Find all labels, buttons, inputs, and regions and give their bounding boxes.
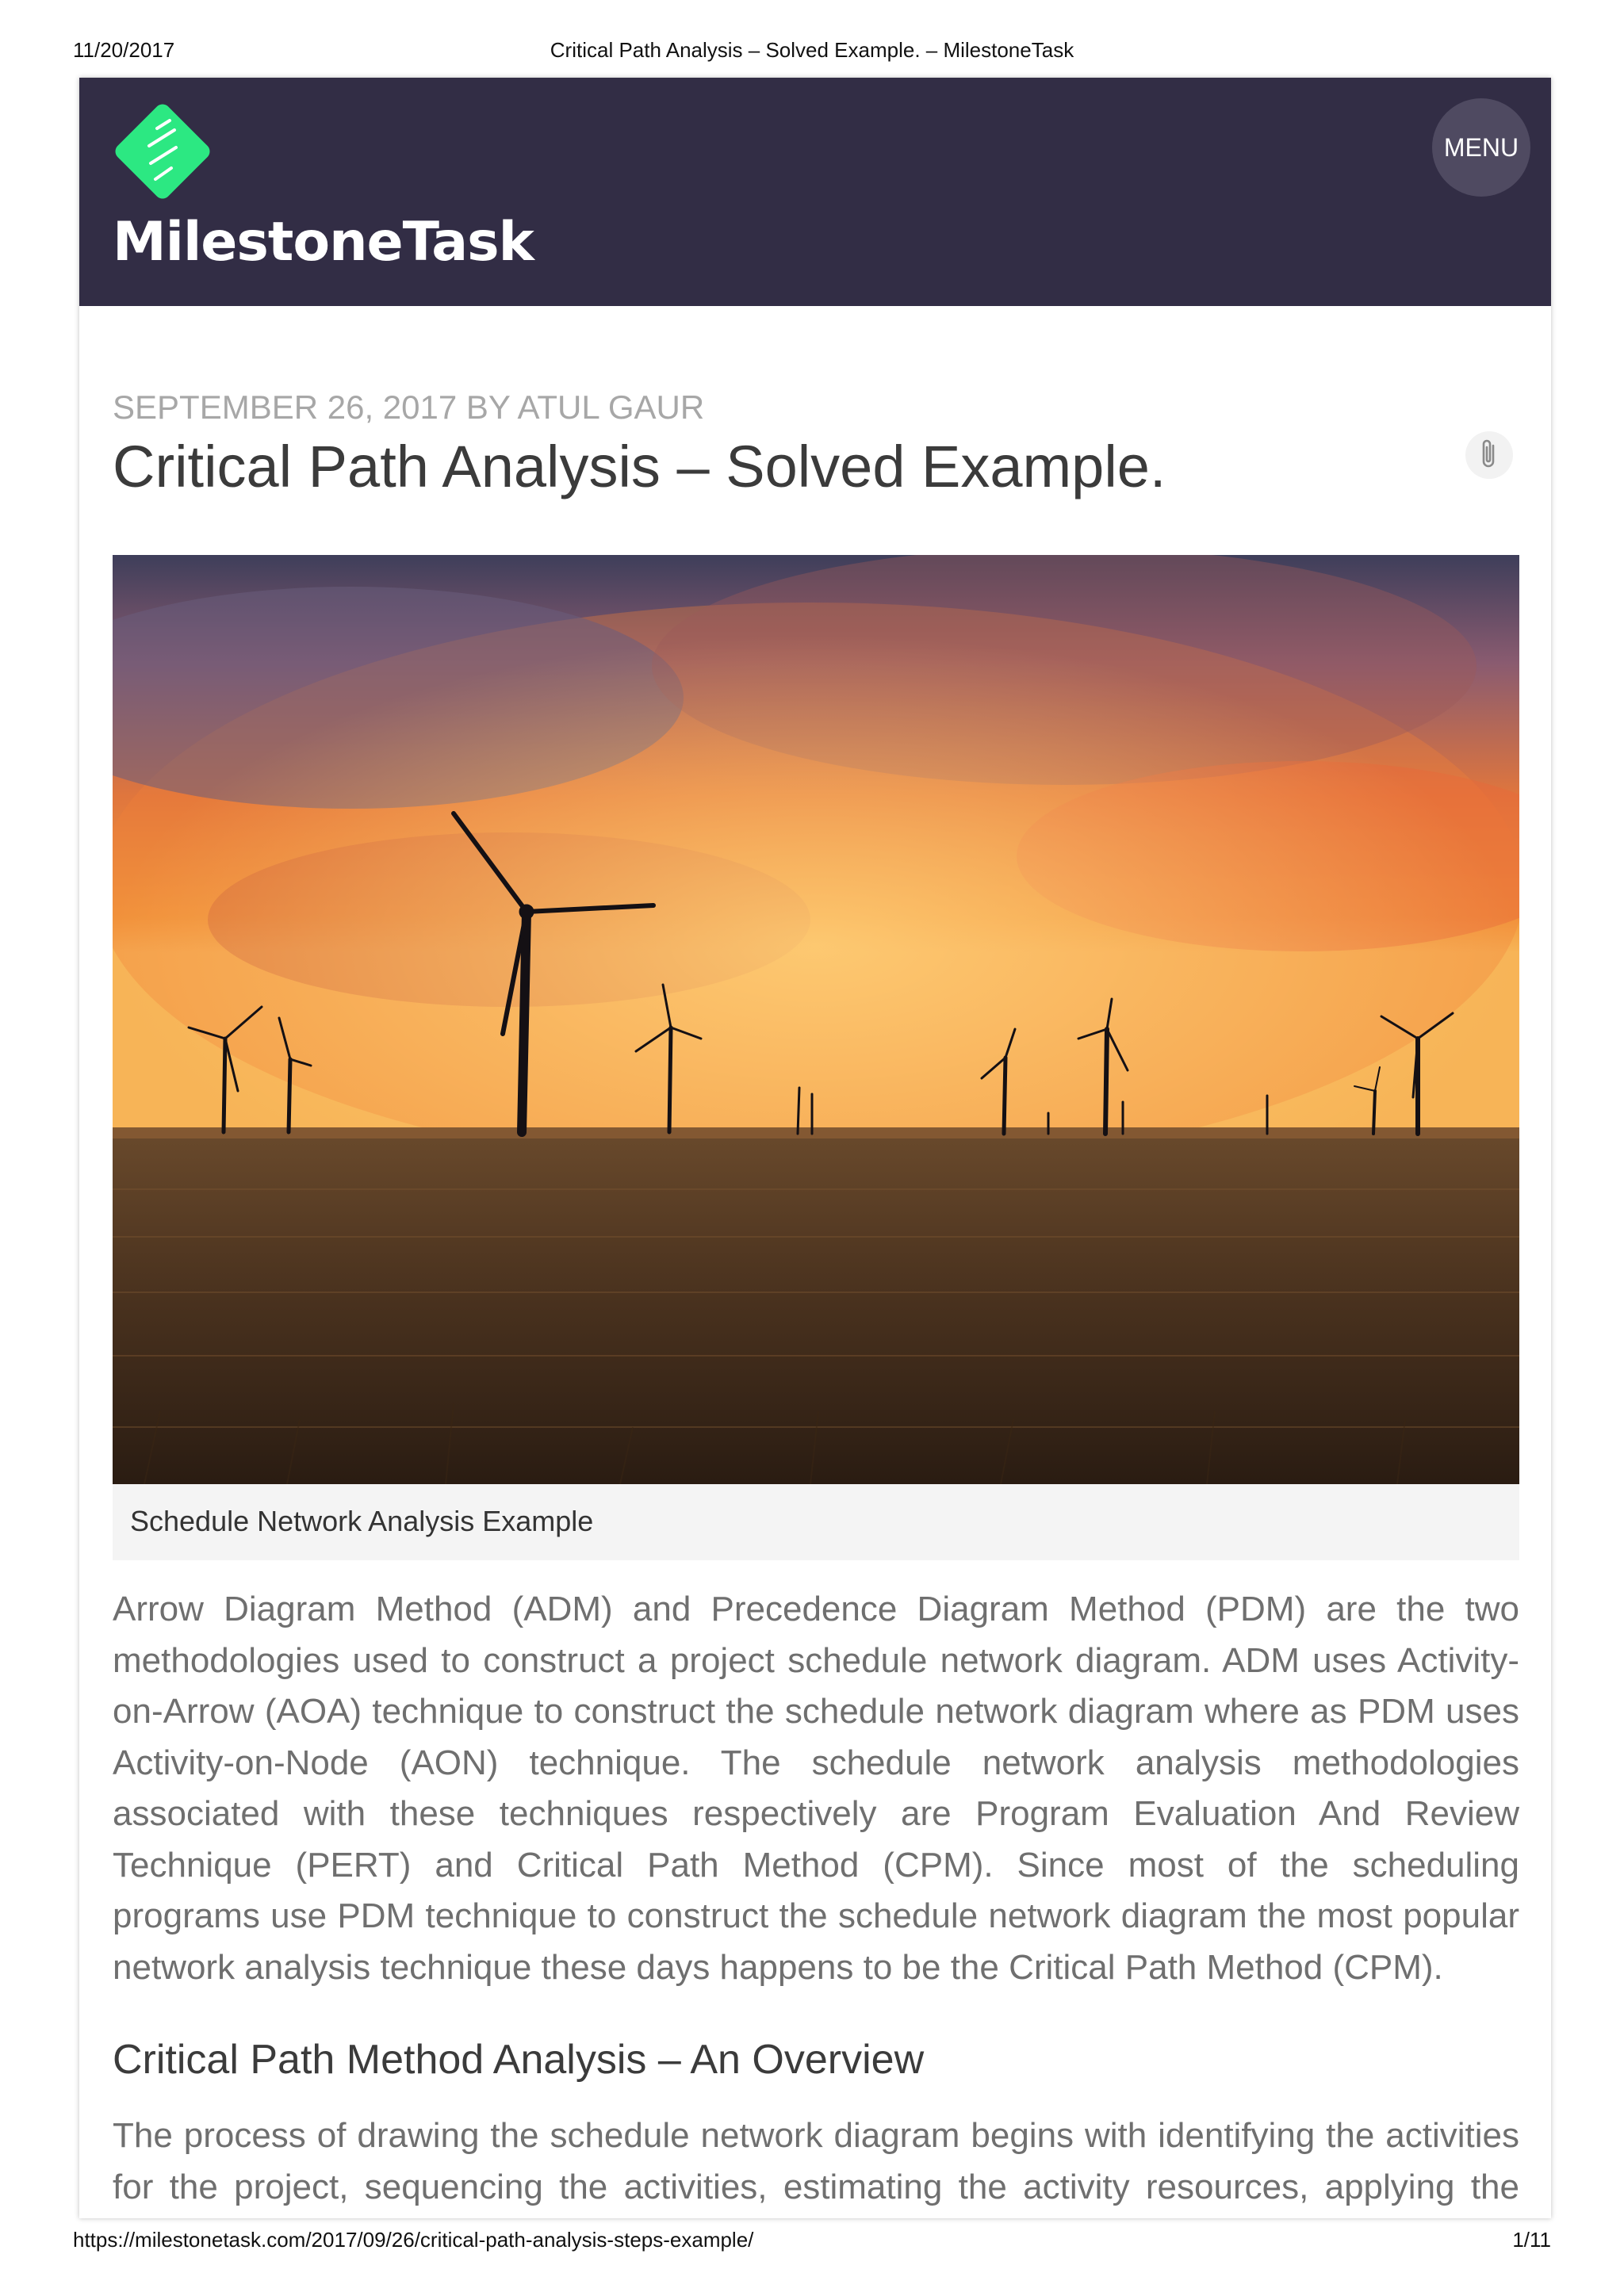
post-meta: SEPTEMBER 26, 2017 BY ATUL GAUR — [113, 388, 705, 426]
print-header — [0, 38, 1624, 67]
page-card — [79, 78, 1551, 2218]
logo-icon[interactable] — [111, 100, 214, 203]
post-paragraph-2: The process of drawing the schedule network diagram begins with identifying the activities for the project, sequencing the activities, estimating the activity resources, applying the — [113, 2116, 1519, 2206]
wind-turbine-sunset-image — [113, 555, 1519, 1484]
site-name[interactable]: MilestoneTask — [113, 211, 534, 274]
section-heading: Critical Path Method Analysis – An Overview — [113, 2037, 925, 2083]
print-footer — [0, 2228, 1624, 2256]
hero-image — [113, 555, 1519, 1484]
post-paragraph-1: Arrow Diagram Method (ADM) and Precedence Diagram Method (PDM) are the two methodologies used to construct a project schedule network diagram. ADM uses Activity-on-Arrow (AOA) technique to construct the schedule network diagram where as PDM uses Activity-on-Node (AON) technique. The schedule network analysis methodologies associated with these techniques respectively are Program Evaluation And Review Technique (PERT) and Critical Path Method (CPM). Since most of the scheduling programs use PDM technique to construct the schedule network diagram the most popular network analysis technique these days happens to be the Critical Path Method (CPM). — [113, 1590, 1519, 1987]
image-caption — [113, 1484, 1519, 1560]
print-url: https://milestonetask.com/2017/09/26/critical-path-analysis-steps-example/ — [73, 2228, 754, 2252]
print-page-number: 1/11 — [1512, 2228, 1551, 2252]
site-header — [79, 78, 1551, 306]
green-diamond-logo-icon — [111, 100, 214, 203]
menu-button[interactable]: MENU — [1432, 98, 1530, 197]
paperclip-svg — [1476, 438, 1503, 473]
paperclip-icon[interactable] — [1465, 431, 1513, 479]
print-document-title: Critical Path Analysis – Solved Example. – MilestoneTask — [550, 38, 1074, 62]
post-title: Critical Path Analysis – Solved Example. — [113, 434, 1166, 499]
image-caption-text: Schedule Network Analysis Example — [130, 1505, 594, 1537]
print-date: 11/20/2017 — [73, 38, 175, 62]
